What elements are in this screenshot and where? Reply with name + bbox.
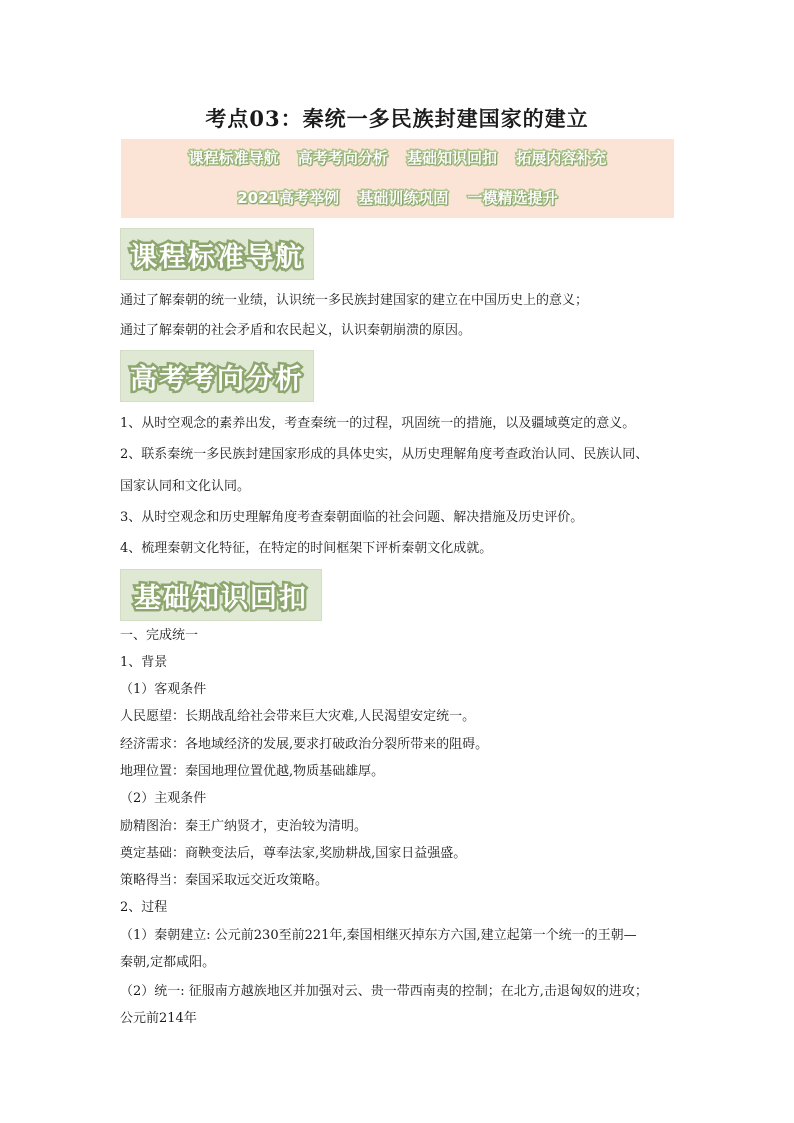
banner-kecheng: 课程标准导航 <box>120 228 314 280</box>
page-title: 考点03：秦统一多民族封建国家的建立 <box>205 106 589 131</box>
text-line: 秦朝,定都咸阳。 <box>120 955 216 970</box>
text-line: 3、从时空观念和历史理解角度考查秦朝面临的社会问题、解决措施及历史评价。 <box>120 510 584 525</box>
text-line: 通过了解秦朝的统一业绩，认识统一多民族封建国家的建立在中国历史上的意义； <box>120 293 589 308</box>
nav-link-gaokao-example[interactable]: 2021高考举例 <box>237 189 340 207</box>
text-line: 1、从时空观念的素养出发，考查秦统一的过程，巩固统一的措施，以及疆域奠定的意义。 <box>120 416 636 431</box>
text-line: 人民愿望：长期战乱给社会带来巨大灾难,人民渴望安定统一。 <box>120 709 476 724</box>
text-line: 2、过程 <box>120 900 168 915</box>
text-line: 公元前214年 <box>120 1011 197 1026</box>
text-line: 一、完成统一 <box>120 628 199 643</box>
banner-jichu: 基础知识回扣 <box>120 569 322 621</box>
text-line: 奠定基础：商鞅变法后，尊奉法家,奖励耕战,国家日益强盛。 <box>120 846 467 861</box>
text-line: 4、梳理秦朝文化特征，在特定的时间框架下评析秦朝文化成就。 <box>120 541 493 556</box>
text-line: 通过了解秦朝的社会矛盾和农民起义，认识秦朝崩溃的原因。 <box>120 323 472 338</box>
text-line: （2）统一: 征服南方越族地区并加强对云、贵一带西南夷的控制；在北方,击退匈奴的进攻； <box>120 984 648 999</box>
text-line: 经济需求：各地域经济的发展,要求打破政治分裂所带来的阻碍。 <box>120 737 489 752</box>
text-line: 国家认同和文化认同。 <box>120 479 251 494</box>
section-nav-row-2 <box>121 187 674 208</box>
nav-link-jichu[interactable]: 基础知识回扣 <box>407 149 498 167</box>
text-line: （1）客观条件 <box>120 682 207 697</box>
text-line: 策略得当：秦国采取远交近攻策略。 <box>120 873 329 888</box>
text-line: 1、背景 <box>120 655 168 670</box>
nav-link-yimo[interactable]: 一模精选提升 <box>467 189 558 207</box>
section-nav-box <box>121 139 674 218</box>
banner-gaokao: 高考考向分析 <box>120 350 314 402</box>
nav-link-kecheng[interactable]: 课程标准导航 <box>188 149 279 167</box>
nav-link-tuozhan[interactable]: 拓展内容补充 <box>516 149 607 167</box>
nav-link-jichu-xunlian[interactable]: 基础训练巩固 <box>358 189 449 207</box>
text-line: 地理位置：秦国地理位置优越,物质基础雄厚。 <box>120 764 385 779</box>
nav-link-gaokao[interactable]: 高考考向分析 <box>297 149 388 167</box>
section-nav-row-1 <box>121 147 674 168</box>
text-line: （1）秦朝建立: 公元前230至前221年,秦国相继灭掉东方六国,建立起第一个统一的王朝— <box>120 928 637 943</box>
text-line: （2）主观条件 <box>120 791 207 806</box>
text-line: 2、联系秦统一多民族封建国家形成的具体史实，从历史理解角度考查政治认同、民族认同、 <box>120 447 649 462</box>
text-line: 励精图治：秦王广纳贤才，吏治较为清明。 <box>120 819 368 834</box>
